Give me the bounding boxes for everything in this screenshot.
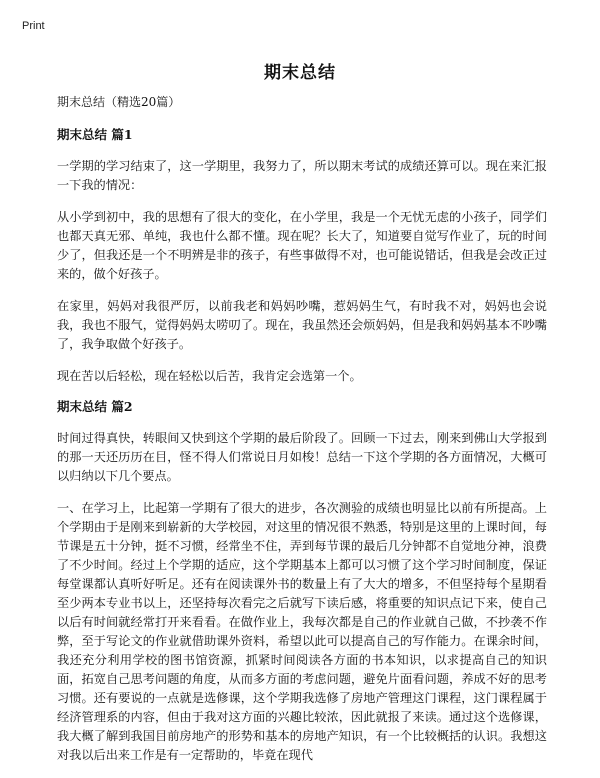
paragraph: 一、在学习上，比起第一学期有了很大的进步，各次测验的成绩也明显比以前有所提高。上个学期由于是刚来到崭新的大学校园，对这里的情况很不熟悉，特别是这里的上课时间，每节课是五十分钟，挺不习惯，经常坐不住，弄到每节课的最后几分钟都不自觉地分神，浪费了不少时间。经过上个学期的适应，这个学期基本上都可以习惯了这个学习时间制度，保证每堂课都认真听好听足。还有在阅读课外书的数量上有了大大的增多，不但坚持每个星期看至少两本专业书以上，还坚持每次看完之后就写下读后感，将重要的知识点记下来，使自己以后有时间就经常打开来看看。在做作业上，我每次都是自己的作业就自己做，不抄袭不作弊，至于写论文的作业就借助课外资料，希望以此可以提高自己的写作能力。在课余时间，我还充分利用学校的图书馆资源，抓紧时间阅读各方面的书本知识，以求提高自己的知识面，拓宽自己思考问题的角度，从而多方面的考虑问题，避免片面看问题，养成不好的思考习惯。还有要说的一点就是选修课，这个学期我选修了房地产管理这门课程，这门课程属于经济管理系的内容，但由于我对这方面的兴趣比较浓，因此就报了来读。通过这个选修课，我大概了解到我国目前房地产的形势和基本的房地产知识，有一个比较概括的认识。我想这对我以后出来工作是有一定帮助的，毕竟在现代 [57,501,547,762]
print-link[interactable]: Print [22,20,45,32]
section-heading: 期末总结 篇1 [57,127,133,142]
section-heading: 期末总结 篇2 [57,399,133,414]
paragraph: 从小学到初中，我的思想有了很大的变化，在小学里，我是一个无忧无虑的小孩子，同学们也都天真无邪、单纯，我也什么都不懂。现在呢？长大了，知道要自觉写作业了，玩的时间少了，但我还是一个不明辨是非的孩子，有些事做得不对，也可能说错话，但我是会改正过来的，做个好孩子。 [57,210,547,281]
paragraph: 时间过得真快，转眼间又快到这个学期的最后阶段了。回顾一下过去，刚来到佛山大学报到的那一天还历历在目，怪不得人们常说日月如梭！总结一下这个学期的各方面情况，大概可以归纳以下几个要点。 [57,431,547,483]
paragraph: 在家里，妈妈对我很严厉，以前我老和妈妈吵嘴，惹妈妈生气，有时我不对，妈妈也会说我，我也不服气，觉得妈妈太唠叨了。现在，我虽然还会烦妈妈，但是我和妈妈基本不吵嘴了，我争取做个好孩子。 [57,299,547,351]
paragraph: 现在苦以后轻松，现在轻松以后苦，我肯定会选第一个。 [57,369,362,383]
document-body [57,95,547,778]
page-title: 期末总结 [264,63,336,83]
paragraph: 一学期的学习结束了，这一学期里，我努力了，所以期末考试的成绩还算可以。现在来汇报一下我的情况： [57,159,547,192]
document-subtitle: 期末总结（精选20篇） [57,95,181,109]
